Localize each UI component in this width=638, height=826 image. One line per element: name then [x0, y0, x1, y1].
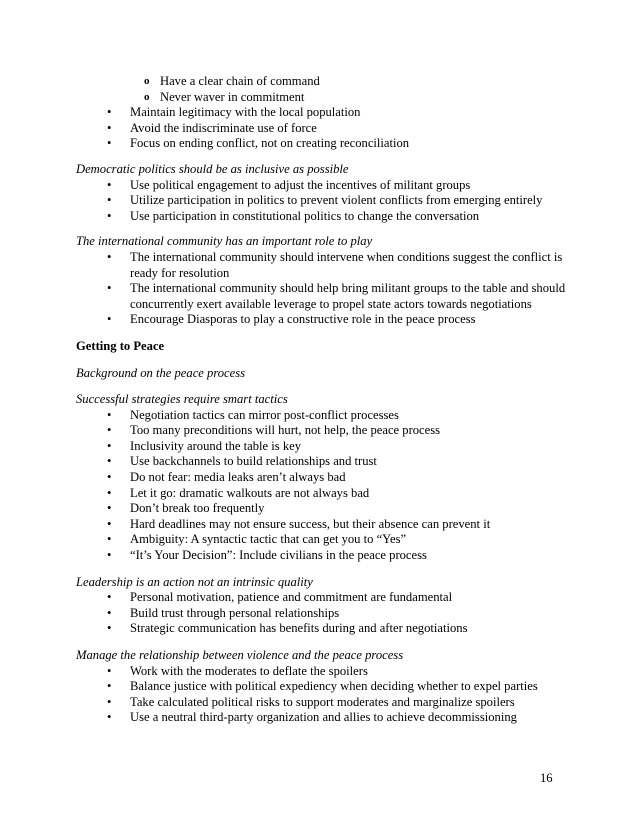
list-item-text: Use backchannels to build relationships and trust: [130, 454, 377, 469]
bullet-icon: •: [107, 605, 112, 620]
list-item: [76, 664, 576, 680]
list-item: [76, 486, 576, 502]
hollow-bullet-icon: o: [144, 75, 150, 87]
bullet-icon: •: [107, 548, 112, 563]
list-item-text: Inclusivity around the table is key: [130, 438, 302, 453]
section-heading: Democratic politics should be as inclusive as possible: [76, 161, 349, 176]
bullet-icon: •: [107, 485, 112, 500]
bullet-icon: •: [107, 249, 112, 264]
list-item: [76, 281, 576, 312]
list-item-text: Maintain legitimacy with the local population: [130, 105, 361, 120]
list-item-text: Use a neutral third-party organization and allies to achieve decommissioning: [130, 710, 517, 725]
list-item: [76, 178, 576, 194]
section-heading: Leadership is an action not an intrinsic quality: [76, 574, 313, 589]
bullet-icon: •: [107, 470, 112, 485]
list-item: [76, 590, 576, 606]
list-item: [76, 136, 576, 152]
list-item-text: Avoid the indiscriminate use of force: [130, 120, 317, 135]
bullet-icon: •: [107, 590, 112, 605]
bullet-icon: •: [107, 532, 112, 547]
list-item-text: Take calculated political risks to support moderates and marginalize spoilers: [130, 694, 515, 709]
bullet-icon: •: [107, 438, 112, 453]
list-item: [76, 105, 576, 121]
list-item-text: Focus on ending conflict, not on creating reconciliation: [130, 136, 410, 151]
list-item-text: Strategic communication has benefits during and after negotiations: [130, 621, 468, 636]
list-item: [76, 532, 576, 548]
bullet-icon: •: [107, 423, 112, 438]
section-heading: The international community has an important role to play: [76, 234, 373, 249]
bullet-icon: •: [107, 120, 112, 135]
list-item: [76, 679, 576, 695]
list-item-text: Use political engagement to adjust the incentives of militant groups: [130, 177, 471, 192]
list-item-text: “It’s Your Decision”: Include civilians in the peace process: [130, 548, 427, 563]
bullet-icon: •: [107, 177, 112, 192]
list-item-text: Utilize participation in politics to prevent violent conflicts from emerging entirely: [130, 193, 543, 208]
subsection-heading: Background on the peace process: [76, 365, 246, 380]
list-item-text: Ambiguity: A syntactic tactic that can get you to “Yes”: [130, 532, 407, 547]
bullet-icon: •: [107, 407, 112, 422]
list-item: [76, 695, 576, 711]
list-item-text: Build trust through personal relationships: [130, 605, 340, 620]
bullet-icon: •: [107, 193, 112, 208]
section-heading: Successful strategies require smart tactics: [76, 392, 288, 407]
section-title: Getting to Peace: [76, 338, 165, 353]
list-item: [76, 250, 576, 281]
bullet-icon: •: [107, 694, 112, 709]
bullet-icon: •: [107, 454, 112, 469]
bullet-icon: •: [107, 312, 112, 327]
bullet-icon: •: [107, 281, 112, 296]
bullet-icon: •: [107, 621, 112, 636]
list-item: [76, 423, 576, 439]
list-item-text: The international community should intervene when conditions suggest the conflict is ready for resolution: [130, 249, 563, 280]
list-item-text: Don’t break too frequently: [130, 501, 265, 516]
sub-list-item: [76, 74, 576, 90]
list-item: [76, 548, 576, 564]
list-item-text: Encourage Diasporas to play a constructive role in the peace process: [130, 312, 476, 327]
list-item-text: Use participation in constitutional politics to change the conversation: [130, 208, 480, 223]
list-item-text: Hard deadlines may not ensure success, but their absence can prevent it: [130, 516, 491, 531]
sub-item-text: Never waver in commitment: [160, 89, 305, 104]
list-item-text: Let it go: dramatic walkouts are not always bad: [130, 485, 370, 500]
list-item-text: Balance justice with political expediency when deciding whether to expel parties: [130, 679, 538, 694]
list-item: [76, 312, 576, 328]
list-item-text: The international community should help bring militant groups to the table and should concurrently exert available leverage to propel state actors towards negotiations: [130, 281, 566, 311]
list-item: [76, 454, 576, 470]
list-item-text: Work with the moderates to deflate the spoilers: [130, 663, 368, 678]
list-item: [76, 606, 576, 622]
bullet-icon: •: [107, 679, 112, 694]
bullet-icon: •: [107, 105, 112, 120]
bullet-icon: •: [107, 663, 112, 678]
section-heading: Manage the relationship between violence and the peace process: [76, 648, 404, 662]
sub-list-item: [76, 90, 576, 106]
list-item: [76, 209, 576, 225]
page-number: 16: [540, 771, 553, 785]
list-item: [76, 501, 576, 517]
list-item: [76, 439, 576, 455]
list-item: [76, 517, 576, 533]
bullet-icon: •: [107, 710, 112, 725]
list-item: [76, 121, 576, 137]
bullet-icon: •: [107, 136, 112, 151]
bullet-icon: •: [107, 516, 112, 531]
bullet-icon: •: [107, 208, 112, 223]
list-item: [76, 470, 576, 486]
page-content: [76, 74, 576, 726]
bullet-icon: •: [107, 501, 112, 516]
list-item-text: Too many preconditions will hurt, not help, the peace process: [130, 423, 441, 438]
list-item-text: Do not fear: media leaks aren’t always bad: [130, 470, 346, 485]
list-item: [76, 710, 576, 726]
hollow-bullet-icon: o: [144, 90, 150, 103]
list-item-text: Personal motivation, patience and commitment are fundamental: [130, 590, 453, 605]
sub-item-text: Have a clear chain of command: [160, 74, 320, 88]
list-item: [76, 408, 576, 424]
list-item: [76, 621, 576, 637]
list-item-text: Negotiation tactics can mirror post-conflict processes: [130, 407, 399, 422]
list-item: [76, 193, 576, 209]
